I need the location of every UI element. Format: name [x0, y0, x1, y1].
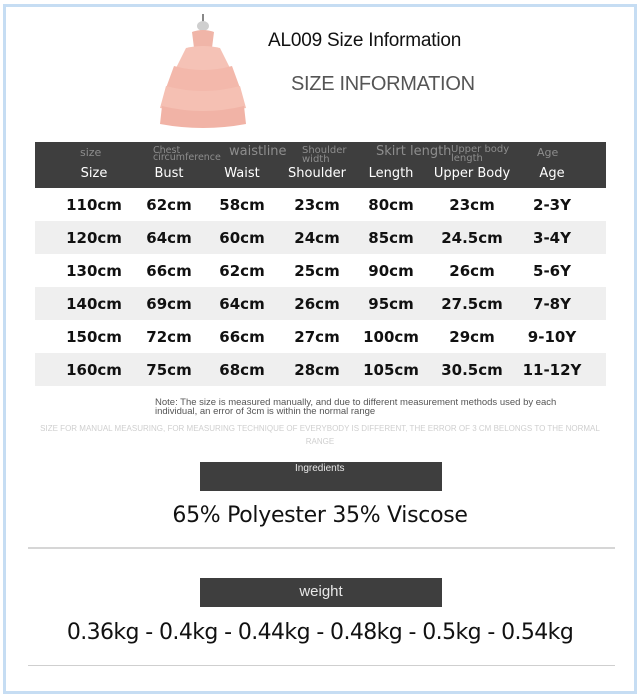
table-row — [35, 353, 606, 386]
table-row — [35, 287, 606, 320]
col-header-upper-body: Upper Body — [433, 166, 511, 181]
cell-size: 160cm — [66, 361, 122, 379]
divider — [28, 547, 615, 549]
note-line-1: Note: The size is measured manually, and due to different measurement methods used by each — [155, 397, 557, 408]
cell-size: 140cm — [66, 295, 122, 313]
cell-bust: 66cm — [146, 262, 192, 280]
col-header-age: Age — [539, 166, 565, 181]
cell-upper-body: 30.5cm — [441, 361, 503, 379]
cell-age: 9-10Y — [527, 328, 577, 346]
cell-shoulder: 26cm — [294, 295, 340, 313]
fabric-composition: 65% Polyester 35% Viscose — [172, 503, 468, 528]
mannequin-stand — [202, 14, 204, 22]
cell-length: 105cm — [363, 361, 419, 379]
dress-bodice — [192, 30, 214, 48]
cell-size: 130cm — [66, 262, 122, 280]
page-subtitle: SIZE INFORMATION — [291, 73, 475, 95]
table-row — [35, 188, 606, 221]
cell-upper-body: 29cm — [449, 328, 495, 346]
measurement-note-caps: SIZE FOR MANUAL MEASURING, FOR MEASURING TECHNIQUE OF EVERYBODY IS DIFFERENT, THE ERROR OF 3 CM BELONGS TO THE NORMAL RANGE — [40, 424, 600, 446]
cell-length: 95cm — [368, 295, 414, 313]
cell-shoulder: 25cm — [294, 262, 340, 280]
col-sub-waist: waistline — [229, 144, 287, 159]
cell-bust: 72cm — [146, 328, 192, 346]
table-row — [35, 254, 606, 287]
cell-age: 2-3Y — [533, 196, 571, 214]
cell-age: 3-4Y — [533, 229, 571, 247]
cell-shoulder: 28cm — [294, 361, 340, 379]
cell-age: 11-12Y — [522, 361, 582, 379]
cell-age: 5-6Y — [533, 262, 571, 280]
cell-upper-body: 23cm — [449, 196, 495, 214]
col-sub-age: Age — [537, 146, 559, 159]
cell-shoulder: 24cm — [294, 229, 340, 247]
table-body — [35, 188, 606, 386]
cell-waist: 66cm — [219, 328, 265, 346]
cell-shoulder: 23cm — [294, 196, 340, 214]
cell-length: 90cm — [368, 262, 414, 280]
note-line-2: individual, an error of 3cm is within the normal range — [155, 406, 376, 417]
col-sub-shoulder: Shoulder width — [302, 145, 347, 165]
table-row — [35, 221, 606, 254]
weight-label: weight — [299, 583, 343, 600]
col-sub-size: size — [80, 146, 102, 159]
col-header-waist: Waist — [224, 166, 260, 181]
cell-age: 7-8Y — [533, 295, 571, 313]
cell-length: 80cm — [368, 196, 414, 214]
cell-upper-body: 24.5cm — [441, 229, 503, 247]
product-image — [152, 12, 256, 132]
page-title: AL009 Size Information — [268, 30, 462, 51]
table-header — [35, 142, 606, 188]
col-header-bust: Bust — [154, 166, 184, 181]
cell-waist: 64cm — [219, 295, 265, 313]
cell-bust: 69cm — [146, 295, 192, 313]
cell-waist: 62cm — [219, 262, 265, 280]
col-header-shoulder: Shoulder — [288, 166, 346, 181]
dress-tier-1 — [176, 46, 230, 71]
col-header-length: Length — [368, 166, 414, 181]
col-sub-upper-body: Upper body length — [451, 144, 510, 164]
col-sub-bust: Chest circumference — [153, 145, 221, 163]
divider — [28, 665, 615, 666]
table-row — [35, 320, 606, 353]
cell-bust: 75cm — [146, 361, 192, 379]
cell-shoulder: 27cm — [294, 328, 340, 346]
col-header-size: Size — [80, 166, 108, 181]
measurement-note — [155, 398, 556, 416]
size-table — [35, 142, 606, 386]
cell-length: 100cm — [363, 328, 419, 346]
cell-length: 85cm — [368, 229, 414, 247]
cell-size: 150cm — [66, 328, 122, 346]
cell-size: 120cm — [66, 229, 122, 247]
weight-header — [200, 578, 442, 607]
cell-upper-body: 27.5cm — [441, 295, 503, 313]
cell-waist: 60cm — [219, 229, 265, 247]
cell-size: 110cm — [66, 196, 122, 214]
weight-values: 0.36kg - 0.4kg - 0.44kg - 0.48kg - 0.5kg - 0.54kg — [66, 620, 574, 645]
ingredients-header — [200, 462, 442, 491]
col-sub-length: Skirt length — [376, 144, 452, 159]
cell-upper-body: 26cm — [449, 262, 495, 280]
cell-bust: 64cm — [146, 229, 192, 247]
mannequin-neck — [197, 21, 209, 31]
ingredients-label: Ingredients — [295, 463, 345, 474]
cell-waist: 58cm — [219, 196, 265, 214]
cell-waist: 68cm — [219, 361, 265, 379]
cell-bust: 62cm — [146, 196, 192, 214]
